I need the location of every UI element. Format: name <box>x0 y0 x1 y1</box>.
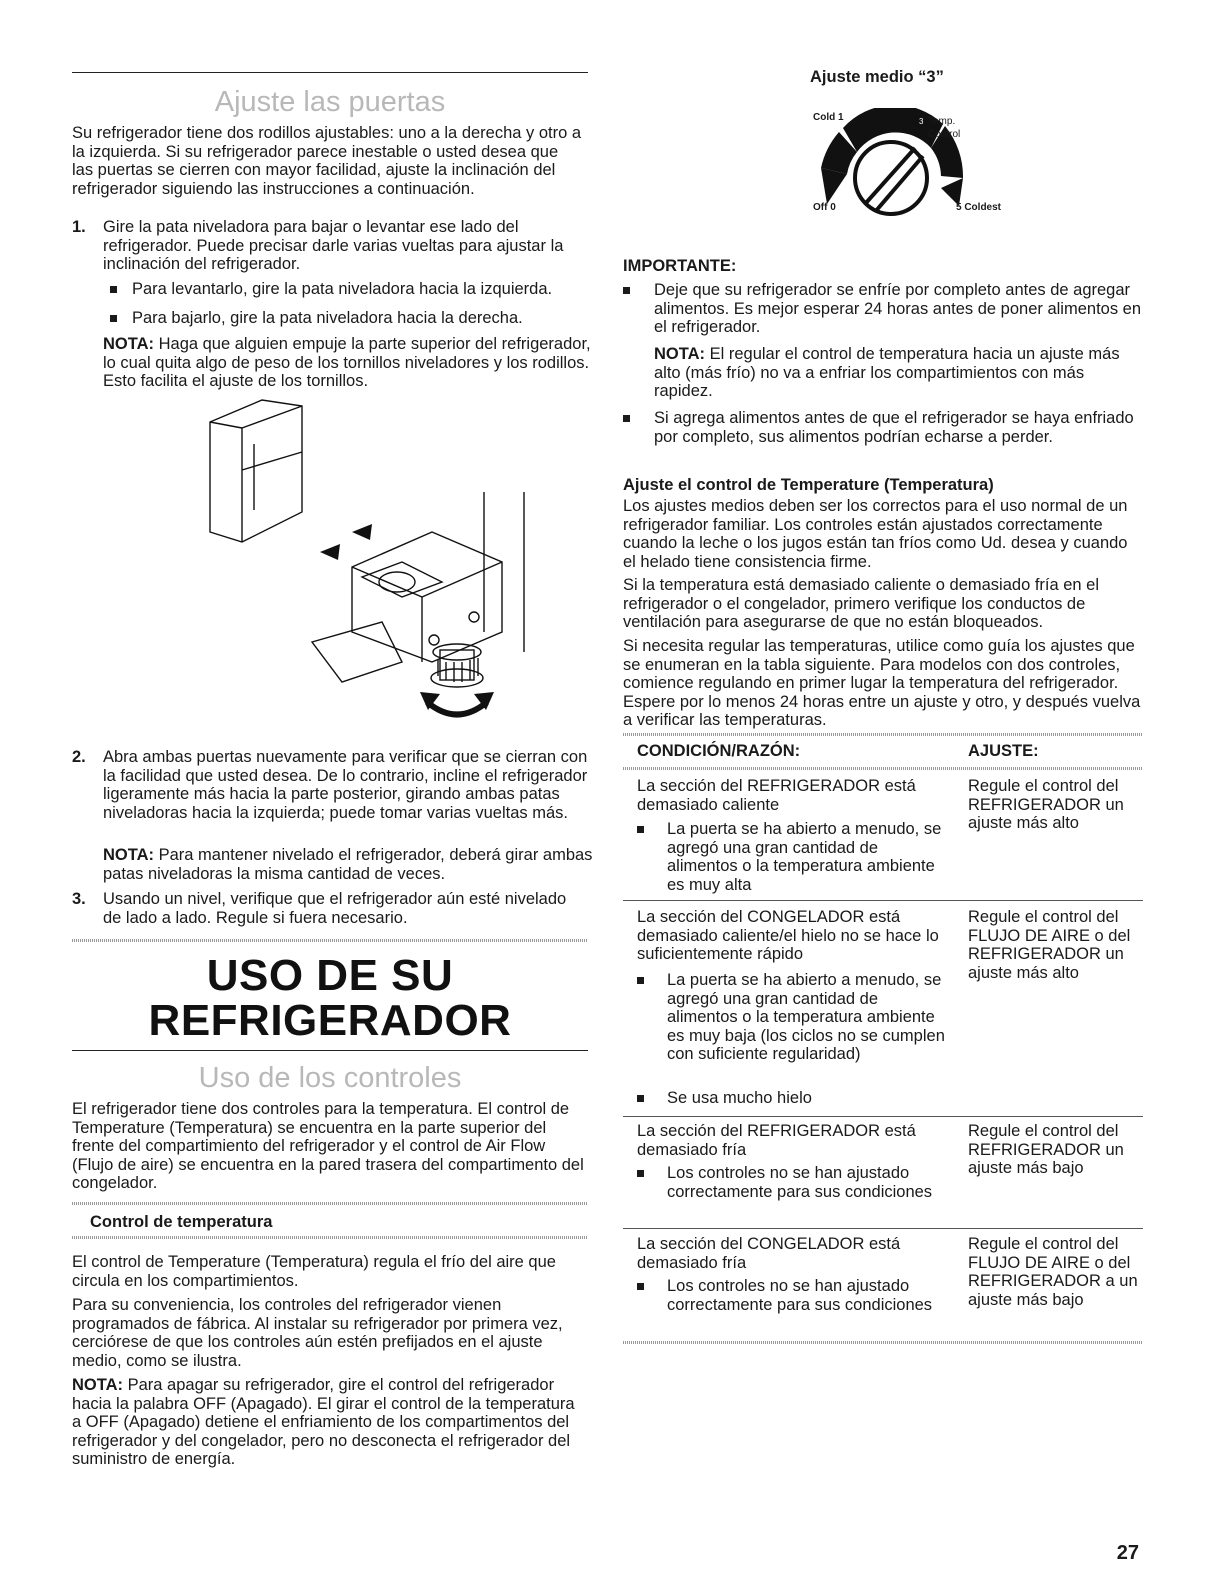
section-rule <box>72 1050 588 1051</box>
leveling-leg-illustration <box>202 392 542 737</box>
important-label: IMPORTANTE: <box>623 257 737 275</box>
bullet-marker <box>637 977 644 984</box>
chapter-title-line-2: REFRIGERADOR <box>148 996 512 1045</box>
row-adjustment: Regule el control del FLUJO DE AIRE o del REFRIGERADOR un ajuste más alto <box>968 908 1131 982</box>
chapter-title-line-1: USO DE SU <box>206 951 454 1000</box>
bullet-raise: Para levantarlo, gire la pata niveladora hacia la izquierda. <box>132 280 553 298</box>
important-bullet-2: Si agrega alimentos antes de que el refrigerador se haya enfriado por completo, sus alimentos podrían echarse a perder. <box>654 409 1134 446</box>
dial-label-coldest: 5 Coldest <box>956 202 1002 213</box>
note-1: NOTA: Haga que alguien empuje la parte superior del refrigerador, lo cual quita algo de peso de los tornillos niveladores y los rodillos. Esto facilita el ajuste de los tornillos. <box>103 335 591 391</box>
bullet-marker <box>637 1170 644 1177</box>
row-condition: La sección del REFRIGERADOR está demasiado caliente <box>637 777 916 814</box>
table-header-condition: CONDICIÓN/RAZÓN: <box>637 742 801 760</box>
bullet-marker <box>623 287 630 294</box>
row-condition: La sección del REFRIGERADOR está demasiado fría <box>637 1122 916 1159</box>
subhead-adjust-temperature: Ajuste el control de Temperature (Temperatura) <box>623 476 994 494</box>
important-note: NOTA: El regular el control de temperatura hacia un ajuste más alto (más frío) no va a enfriar los compartimientos con más rapidez. <box>654 345 1120 401</box>
subhead-temperature-control: Control de temperatura <box>90 1213 273 1231</box>
dial-label-temp: Temp. <box>928 116 956 127</box>
step-2-text: Abra ambas puertas nuevamente para verificar que se cierran con la facilidad que usted desea. De lo contrario, incline el refrigerador ligeramente más hacia la parte posterior, girando ambas patas niveladoras hacia la izquierda; puede tomar varias vueltas más. <box>103 748 588 822</box>
row-divider <box>623 1116 1143 1117</box>
bullet-marker <box>637 1283 644 1290</box>
dotted-divider <box>72 1236 588 1239</box>
row-condition: La sección del CONGELADOR está demasiado fría <box>637 1235 901 1272</box>
step-3-number: 3. <box>72 890 86 908</box>
dotted-divider <box>72 939 588 942</box>
step-3-text: Usando un nivel, verifique que el refrigerador aún esté nivelado de lado a lado. Regule si fuera necesario. <box>103 890 567 927</box>
bullet-marker <box>623 415 630 422</box>
dial-caption: Ajuste medio “3” <box>810 68 944 86</box>
row-reason: La puerta se ha abierto a menudo, se agregó una gran cantidad de alimentos o la temperatura ambiente es muy alta <box>667 820 942 894</box>
row-condition: La sección del CONGELADOR está demasiado caliente/el hielo no se hace lo suficientemente rápido <box>637 908 939 964</box>
bullet-marker <box>637 1095 644 1102</box>
row-adjustment: Regule el control del FLUJO DE AIRE o del REFRIGERADOR a un ajuste más bajo <box>968 1235 1138 1309</box>
table-header-rule <box>623 767 1143 770</box>
important-bullet-1: Deje que su refrigerador se enfríe por completo antes de agregar alimentos. Es mejor esperar 24 horas antes de poner alimentos en el refrigerador. <box>654 281 1142 337</box>
table-header-adjustment: AJUSTE: <box>968 742 1039 760</box>
section-title-doors: Ajuste las puertas <box>214 86 446 118</box>
step-1-text: Gire la pata niveladora para bajar o levantar ese lado del refrigerador. Puede precisar darle varias vueltas para ajustar la inclinación del refrigerador. <box>103 218 564 274</box>
page-number: 27 <box>1116 1542 1139 1564</box>
row-reason: Los controles no se han ajustado correctamente para sus condiciones <box>667 1164 933 1201</box>
section-title-controls: Uso de los controles <box>198 1062 462 1094</box>
dial-label-off: Off 0 <box>813 202 836 213</box>
step-2-number: 2. <box>72 748 86 766</box>
controls-intro: El refrigerador tiene dos controles para la temperatura. El control de Temperature (Temperatura) se encuentra en la parte superior del frente del compartimiento del refrigerador y el control de Air Flow (Flujo de aire) se encuentra en la pared trasera del compartimento del congelador. <box>72 1100 584 1193</box>
paragraph-regulate: Si necesita regular las temperaturas, utilice como guía los ajustes que se enumeran en la tabla siguiente. Para modelos con dos controles, comience regulando en primer lugar la temperatura del refrigerador. Espere por lo menos 24 horas entre un ajuste y otro, y después vuelva a verificar las temperaturas. <box>623 637 1141 730</box>
note-off: NOTA: Para apagar su refrigerador, gire el control del refrigerador hacia la palabra OFF (Apagado). El girar el control de la temperatura a OFF (Apagado) detiene el enfriamiento de los compartimentos del refrigerador y del congelador, pero no desconecta el refrigerador del suministro de energía. <box>72 1376 575 1469</box>
row-divider <box>623 900 1143 901</box>
top-rule <box>72 72 588 73</box>
paragraph-vents: Si la temperatura está demasiado caliente o demasiado fría en el refrigerador o el congelador, primero verifique los conductos de ventilación para asegurarse de que no están bloqueados. <box>623 576 1100 632</box>
row-adjustment: Regule el control del REFRIGERADOR un ajuste más bajo <box>968 1122 1124 1178</box>
doors-intro: Su refrigerador tiene dos rodillos ajustables: uno a la derecha y otro a la izquierda. Si su refrigerador parece inestable o usted desea que las puertas se cierren con mayor facilidad, ajuste la inclinación del refrigerador siguiendo las instrucciones a continuación. <box>72 124 582 198</box>
table-top-rule <box>623 733 1143 736</box>
temperature-control-paragraph: El control de Temperature (Temperatura) regula el frío del aire que circula en los compartimientos. <box>72 1253 556 1290</box>
dotted-divider <box>72 1202 588 1205</box>
bullet-lower: Para bajarlo, gire la pata niveladora hacia la derecha. <box>132 309 523 327</box>
row-adjustment: Regule el control del REFRIGERADOR un ajuste más alto <box>968 777 1124 833</box>
svg-text:3: 3 <box>919 117 924 126</box>
row-reason: Los controles no se han ajustado correctamente para sus condiciones <box>667 1277 933 1314</box>
bullet-marker <box>110 286 117 293</box>
bullet-marker <box>637 826 644 833</box>
row-reason: Se usa mucho hielo <box>667 1089 812 1107</box>
paragraph-medium-settings: Los ajustes medios deben ser los correctos para el uso normal de un refrigerador familiar. Los controles están ajustados correctamente cuando la leche o los jugos están tan fríos como Ud. desea y cuando el helado tiene consistencia firme. <box>623 497 1128 571</box>
row-divider <box>623 1228 1143 1229</box>
factory-setting-paragraph: Para su conveniencia, los controles del refrigerador vienen programados de fábrica. Al instalar su refrigerador por primera vez, cerciórese de que los controles aún estén prefijados en el ajuste medio, como se ilustra. <box>72 1296 563 1370</box>
table-bottom-rule <box>623 1341 1143 1344</box>
note-2: NOTA: Para mantener nivelado el refrigerador, deberá girar ambas patas niveladoras la misma cantidad de veces. <box>103 846 593 883</box>
bullet-marker <box>110 315 117 322</box>
dial-label-cold: Cold 1 <box>813 112 844 123</box>
row-reason: La puerta se ha abierto a menudo, se agregó una gran cantidad de alimentos o la temperatura ambiente es muy baja (los ciclos no se cumplen con suficiente regularidad) <box>667 971 945 1064</box>
dial-label-control: Control <box>928 129 961 140</box>
step-1-number: 1. <box>72 218 86 236</box>
